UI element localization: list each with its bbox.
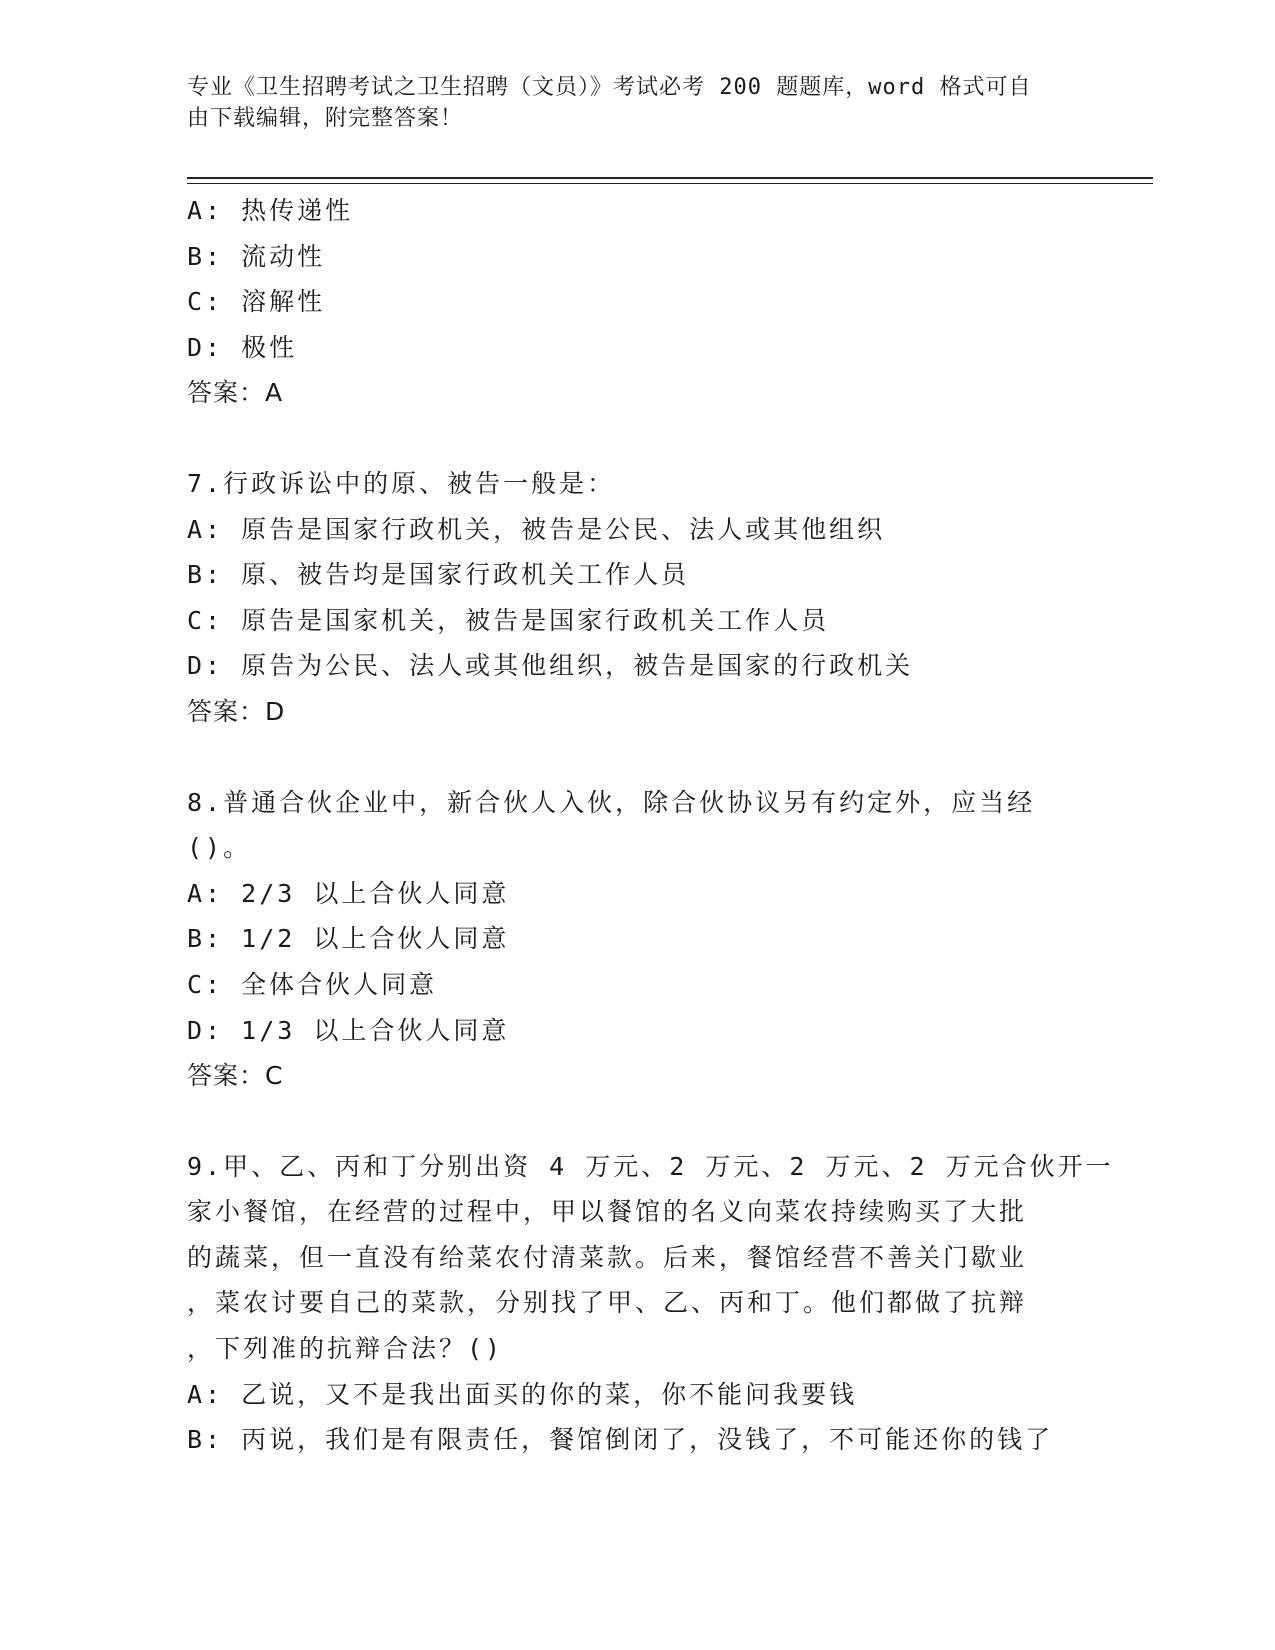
- option-b: B: 1/2 以上合伙人同意: [187, 924, 510, 954]
- question-stem-line-2: 家小餐馆，在经营的过程中，甲以餐馆的名义向菜农持续购买了大批: [187, 1197, 1028, 1227]
- option-d: D: 极性: [187, 332, 298, 362]
- option-c: C: 溶解性: [187, 287, 326, 317]
- question-stem-line-2: ()。: [187, 833, 252, 863]
- question-9: [187, 1144, 1114, 1463]
- document-header: [187, 72, 1067, 134]
- spacer: [187, 1099, 1087, 1144]
- question-stem-line-5: ，下列准的抗辩合法？(): [187, 1334, 504, 1364]
- option-d: D: 原告为公民、法人或其他组织，被告是国家的行政机关: [187, 651, 914, 681]
- question-list: [187, 188, 1114, 1463]
- option-a: A: 热传递性: [187, 196, 354, 225]
- spacer: [187, 416, 1087, 461]
- question-8: [187, 780, 1087, 1099]
- header-divider-thick: [187, 177, 1153, 179]
- header-divider-thin: [187, 183, 1153, 184]
- question-stem-line-1: 9.甲、乙、丙和丁分别出资 4 万元、2 万元、2 万元、2 万元合伙开一: [187, 1151, 1114, 1181]
- question-stem: 7.行政诉讼中的原、被告一般是：: [187, 468, 616, 498]
- option-c: C: 原告是国家机关，被告是国家行政机关工作人员: [187, 605, 830, 635]
- question-stem-line-4: ，菜农讨要自己的菜款，分别找了甲、乙、丙和丁。他们都做了抗辩: [187, 1288, 1028, 1318]
- question-7: [187, 461, 1087, 735]
- question-6-tail: [187, 188, 1087, 416]
- header-line-2: 由下载编辑，附完整答案！: [187, 106, 464, 131]
- answer-line: 答案：A: [187, 378, 284, 408]
- option-c: C: 全体合伙人同意: [187, 969, 438, 999]
- option-b: B: 丙说，我们是有限责任，餐馆倒闭了，没钱了，不可能还你的钱了: [187, 1425, 1054, 1455]
- option-a: A: 乙说，又不是我出面买的你的菜，你不能问我要钱: [187, 1379, 858, 1409]
- option-b: B: 流动性: [187, 241, 326, 271]
- spacer: [187, 735, 1087, 780]
- question-stem-line-3: 的蔬菜，但一直没有给菜农付清菜款。后来，餐馆经营不善关门歇业: [187, 1242, 1028, 1272]
- question-stem-line-1: 8.普通合伙企业中，新合伙人入伙，除合伙协议另有约定外，应当经: [187, 787, 1036, 817]
- option-a: A: 原告是国家行政机关，被告是公民、法人或其他组织: [187, 514, 886, 544]
- header-line-1: 专业《卫生招聘考试之卫生招聘（文员）》考试必考 200 题题库，word 格式可自: [187, 75, 1032, 100]
- option-a: A: 2/3 以上合伙人同意: [187, 878, 510, 908]
- option-b: B: 原、被告均是国家行政机关工作人员: [187, 560, 690, 590]
- answer-line: 答案：C: [187, 1061, 284, 1091]
- answer-line: 答案：D: [187, 696, 286, 726]
- option-d: D: 1/3 以上合伙人同意: [187, 1015, 510, 1045]
